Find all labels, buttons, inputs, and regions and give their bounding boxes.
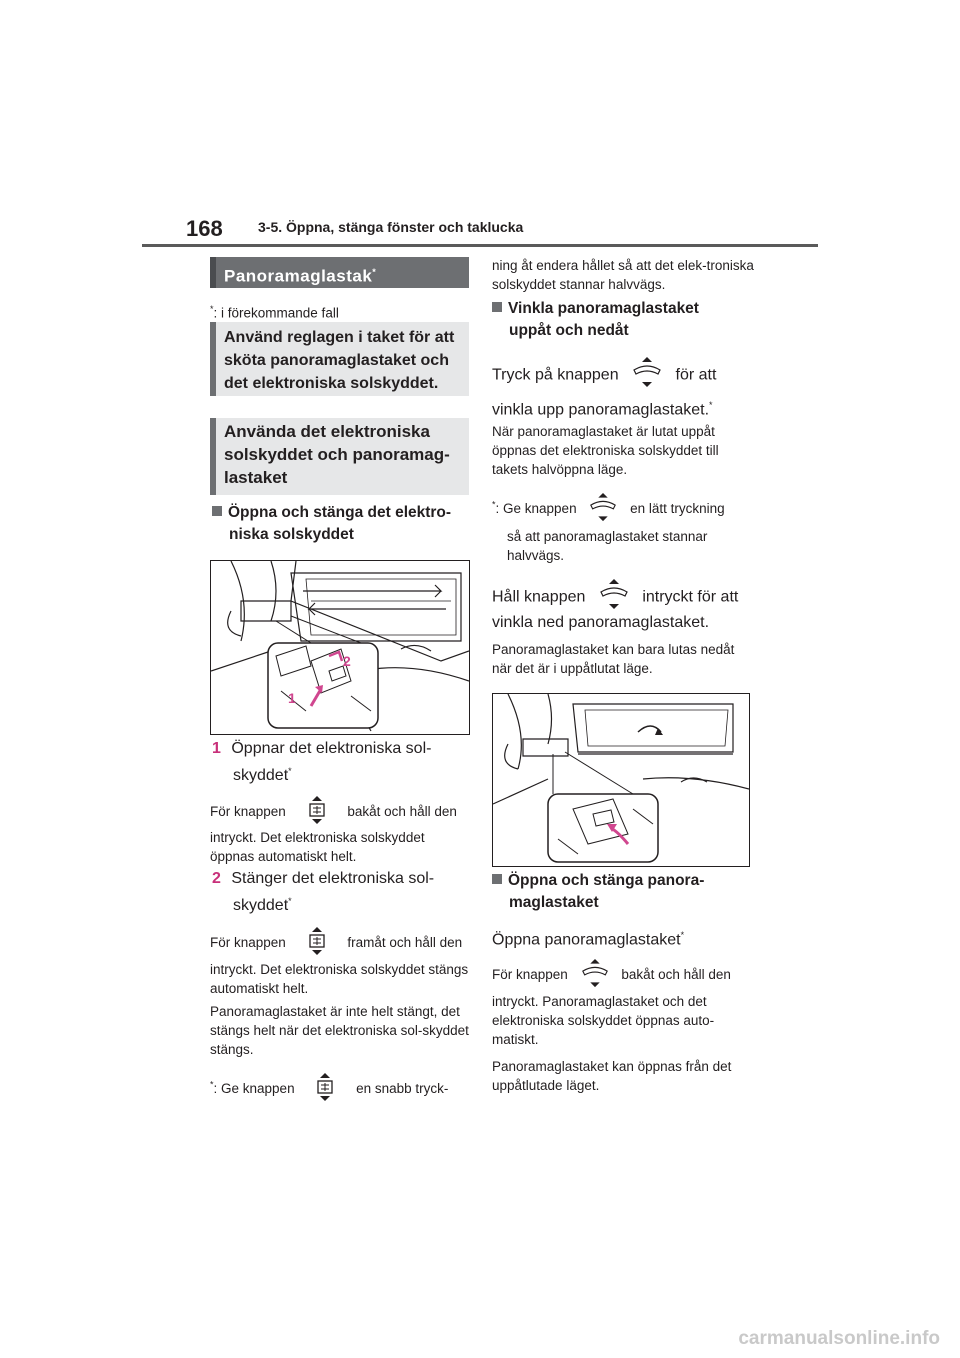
subheading-open-line1: Öppna och stänga panora- <box>508 872 705 889</box>
open-note2: intryckt. Panoramaglastaket och det elektroniska solskyddet öppnas auto-matiskt. <box>492 994 715 1047</box>
star2-pre: : Ge knappen <box>495 501 577 517</box>
chapter-title: 3-5. Öppna, stänga fönster och taklucka <box>258 219 524 235</box>
open-note-post: bakåt och håll den <box>621 967 731 983</box>
subheading-sunshade <box>212 502 472 546</box>
step-1-number: 1 <box>212 740 221 757</box>
open-title-text: Öppna panoramaglastaket <box>492 931 681 949</box>
figure-label-1: 1 <box>288 690 296 706</box>
hold-note: Panoramaglastaket kan bara lutas nedåt när det är i uppåtlutat läge. <box>492 642 735 676</box>
step-2-line2: skyddet <box>233 897 289 915</box>
tilt-instruction <box>492 356 754 395</box>
footnote-text: : i förekommande fall <box>213 305 339 321</box>
step-1-note <box>210 795 472 830</box>
step-2-line1: Stänger det elektroniska sol- <box>231 870 435 887</box>
continued-text: ning åt endera hållet så att det elek-troniska solskyddet stannar halvvägs. <box>492 258 754 292</box>
tilt-line2: vinkla upp panoramaglastaket.* <box>492 400 713 419</box>
roof-tilt-illustration <box>493 694 749 866</box>
step-1-note-pre: För knappen <box>210 804 286 820</box>
subheading-line2: niska solskyddet <box>229 526 354 543</box>
tilt-switch-icon <box>580 958 610 993</box>
step-1-note2: intryckt. Det elektroniska solskyddet öppnas automatiskt helt. <box>210 830 425 864</box>
footnote <box>210 300 339 323</box>
subheading-tilt-line1: Vinkla panoramaglastaket <box>508 300 699 317</box>
step-2-number: 2 <box>212 870 221 887</box>
star2-note: *: Ge knappen en lätt tryckning <box>492 492 754 527</box>
step-2-note-post: framåt och håll den <box>347 935 463 951</box>
bullet-square <box>492 874 502 884</box>
tilt-switch-icon <box>588 492 618 527</box>
sunshade-switch-icon <box>306 926 328 961</box>
star2-post: en lätt tryckning <box>630 501 725 517</box>
figure-sunshade-switch <box>210 560 470 735</box>
tilt-pre: Tryck på knappen <box>492 366 619 384</box>
open-note-pre: För knappen <box>492 967 568 983</box>
bullet-square <box>492 302 502 312</box>
open-title: Öppna panoramaglastaket* <box>492 930 685 949</box>
star-note-pre: : Ge knappen <box>213 1081 295 1097</box>
star-note: *: Ge knappen en snabb tryck- <box>210 1072 472 1107</box>
subheading-tilt-line2: uppåt och nedåt <box>509 322 629 339</box>
step-2-note <box>210 926 472 961</box>
header-rule <box>142 244 818 247</box>
section-heading <box>210 257 469 288</box>
subheading-tilt <box>492 298 754 342</box>
tilt-switch-icon <box>631 356 663 395</box>
hold-post: intryckt för att <box>642 588 739 606</box>
step-1-line1: Öppnar det elektroniska sol- <box>231 740 432 757</box>
open-note <box>492 958 754 993</box>
step-1: 1 Öppnar det elektroniska sol- skyddet* <box>212 738 431 787</box>
tilt-line2-text: vinkla upp panoramaglastaket. <box>492 401 710 419</box>
hold-pre: Håll knappen <box>492 588 586 606</box>
subheading-open-line2: maglastaket <box>509 894 599 911</box>
sunshade-switch-icon <box>314 1072 336 1107</box>
step-1-note-post: bakåt och håll den <box>347 804 457 820</box>
roof-console-illustration <box>211 561 469 734</box>
footnote-star: * <box>210 304 214 314</box>
section-star: * <box>372 267 377 277</box>
subsection-box: Använda det elektroniska solskyddet och panoramag-lastaket <box>210 418 469 495</box>
step-1-line2: skyddet <box>233 767 289 785</box>
step-2-note-pre: För knappen <box>210 935 286 951</box>
page-number: 168 <box>186 216 223 241</box>
hold-line2: vinkla ned panoramaglastaket. <box>492 614 710 631</box>
star-note-post: en snabb tryck- <box>356 1081 449 1097</box>
section-title: Panoramaglastak <box>224 266 373 286</box>
open-note3: Panoramaglastaket kan öppnas från det uppåtlutade läget. <box>492 1059 732 1093</box>
sunshade-switch-icon <box>306 795 328 830</box>
tilt-post: för att <box>675 366 717 384</box>
figure-tilt-switch <box>492 693 750 867</box>
intro-box: Använd reglagen i taket för att sköta panoramaglastaket och det elektroniska solskyddet. <box>210 322 469 396</box>
watermark: carmanualsonline.info <box>738 1328 940 1349</box>
star2-line2: så att panoramaglastaket stannar halvvägs. <box>507 529 708 563</box>
step-2-note2: intryckt. Det elektroniska solskyddet stängs automatiskt helt. <box>210 962 469 996</box>
bullet-square <box>212 506 222 516</box>
subheading-open-close <box>492 870 754 914</box>
step-2-note3: Panoramaglastaket är inte helt stängt, det stängs helt när det elektroniska sol-skyddet stängs. <box>210 1004 469 1057</box>
tilt-note: När panoramaglastaket är lutat uppåt öppnas det elektroniska solskyddet till takets halvöppna läge. <box>492 424 719 477</box>
subheading-line1: Öppna och stänga det elektro- <box>228 504 452 521</box>
figure-label-2: 2 <box>343 653 351 669</box>
step-2: 2 Stänger det elektroniska sol- skyddet* <box>212 868 434 917</box>
